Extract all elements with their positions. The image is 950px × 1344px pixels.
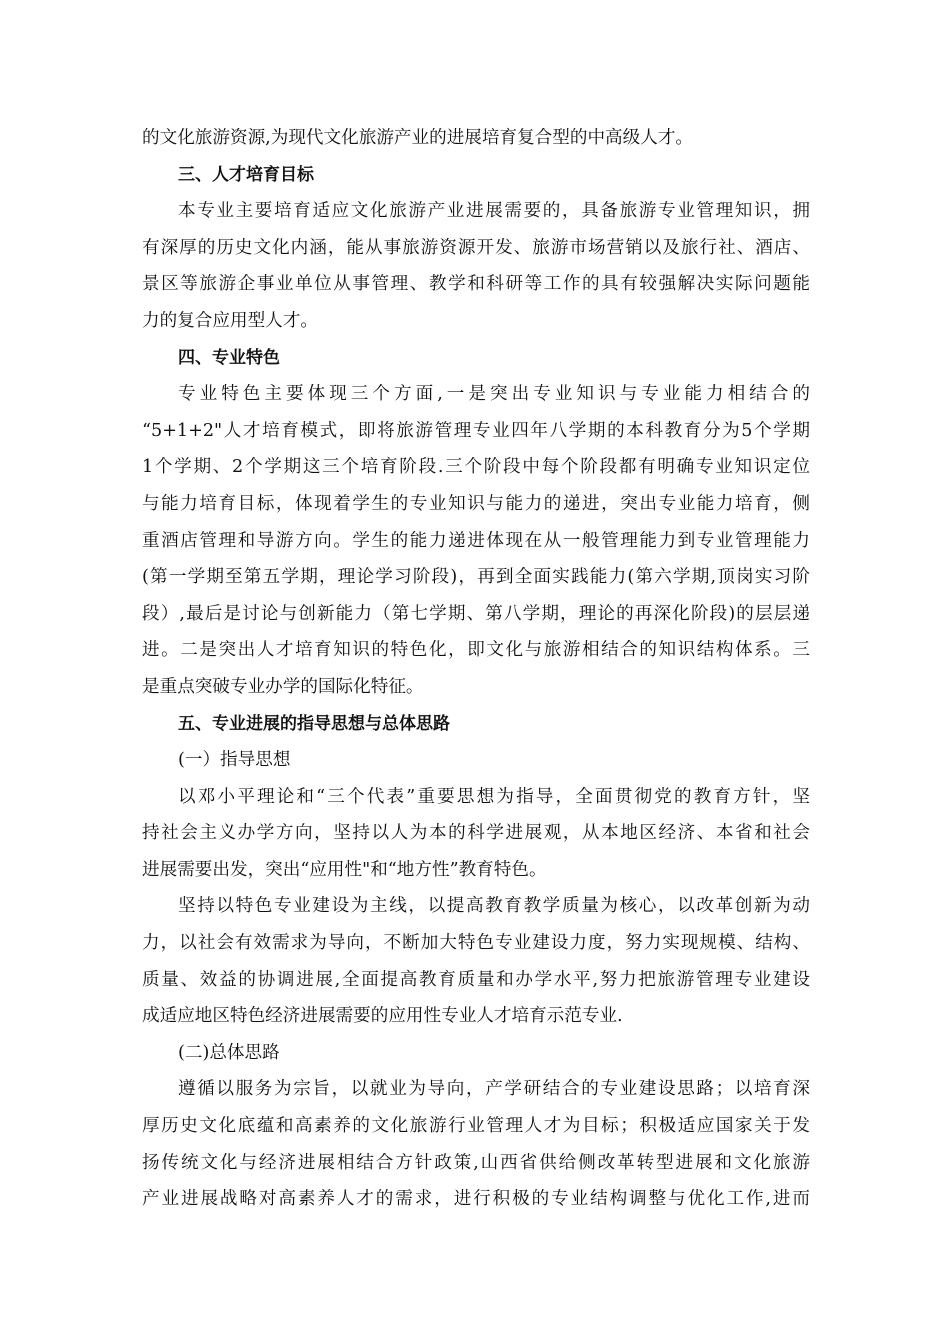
paragraph-line: 进。二是突出人才培育知识的特色化，即文化与旅游相结合的知识结构体系。三 <box>142 640 810 661</box>
paragraph-line: 有深厚的历史文化内涵，能从事旅游资源开发、旅游市场营销以及旅行社、酒店、 <box>142 237 810 258</box>
paragraph-line: 力的复合应用型人才。 <box>142 310 318 331</box>
paragraph-line: (第一学期至第五学期，理论学习阶段)，再到全面实践能力(第六学期,顶岗实习阶 <box>142 567 810 588</box>
paragraph-line: 的文化旅游资源,为现代文化旅游产业的进展培育复合型的中高级人才。 <box>142 128 694 148</box>
paragraph-line: 专业特色主要体现三个方面,一是突出专业知识与专业能力相结合的 <box>178 384 810 405</box>
paragraph-line: 成适应地区特色经济进展需要的应用性专业人才培育示范专业. <box>142 1006 623 1027</box>
subsection-heading: (一）指导思想 <box>178 750 291 771</box>
paragraph-line: 与能力培育目标，体现着学生的专业知识与能力的递进，突出专业能力培育，侧 <box>142 493 810 514</box>
subsection-heading: (二)总体思路 <box>178 1042 280 1063</box>
paragraph-line: 本专业主要培育适应文化旅游产业进展需要的，具备旅游专业管理知识，拥 <box>178 201 810 222</box>
paragraph-line: “5+1+2"人才培育模式，即将旅游管理专业四年八学期的本科教育分为5个学期 <box>142 420 810 441</box>
paragraph-line: 进展需要出发，突出“应用性"和“地方性”教育特色。 <box>142 859 547 880</box>
section-heading: 五、专业进展的指导思想与总体思路 <box>178 713 450 734</box>
paragraph-line: 持社会主义办学方向，坚持以人为本的科学进展观，从本地区经济、本省和社会 <box>142 823 810 844</box>
paragraph-line: 质量、效益的协调进展,全面提高教育质量和办学水平,努力把旅游管理专业建设 <box>142 969 810 990</box>
paragraph-line: 遵循以服务为宗旨，以就业为导向，产学研结合的专业建设思路；以培育深 <box>178 1079 810 1100</box>
paragraph-line: 重酒店管理和导游方向。学生的能力递进体现在从一般管理能力到专业管理能力 <box>142 530 810 551</box>
paragraph-line: 产业进展战略对高素养人才的需求，进行积极的专业结构调整与优化工作,进而 <box>142 1189 810 1210</box>
paragraph-line: 是重点突破专业办学的国际化特征。 <box>142 676 424 697</box>
paragraph-line: 扬传统文化与经济进展相结合方针政策,山西省供给侧改革转型进展和文化旅游 <box>142 1152 810 1173</box>
paragraph-line: 坚持以特色专业建设为主线，以提高教育教学质量为核心，以改革创新为动 <box>178 896 810 917</box>
paragraph-line: 景区等旅游企事业单位从事管理、教学和科研等工作的具有较强解决实际问题能 <box>142 274 810 295</box>
paragraph-line: 1个学期、2个学期这三个培育阶段.三个阶段中每个阶段都有明确专业知识定位 <box>142 457 810 478</box>
document-page <box>142 120 810 1218</box>
paragraph-line: 段）,最后是讨论与创新能力（第七学期、第八学期，理论的再深化阶段)的层层递 <box>142 603 810 624</box>
paragraph-line: 以邓小平理论和“三个代表”重要思想为指导，全面贯彻党的教育方针，坚 <box>178 786 810 807</box>
paragraph-line: 力，以社会有效需求为导向，不断加大特色专业建设力度，努力实现规模、结构、 <box>142 933 810 954</box>
section-heading: 三、人才培育目标 <box>178 164 314 185</box>
paragraph-line: 厚历史文化底蕴和高素养的文化旅游行业管理人才为目标；积极适应国家关于发 <box>142 1116 810 1137</box>
section-heading: 四、专业特色 <box>178 347 280 368</box>
